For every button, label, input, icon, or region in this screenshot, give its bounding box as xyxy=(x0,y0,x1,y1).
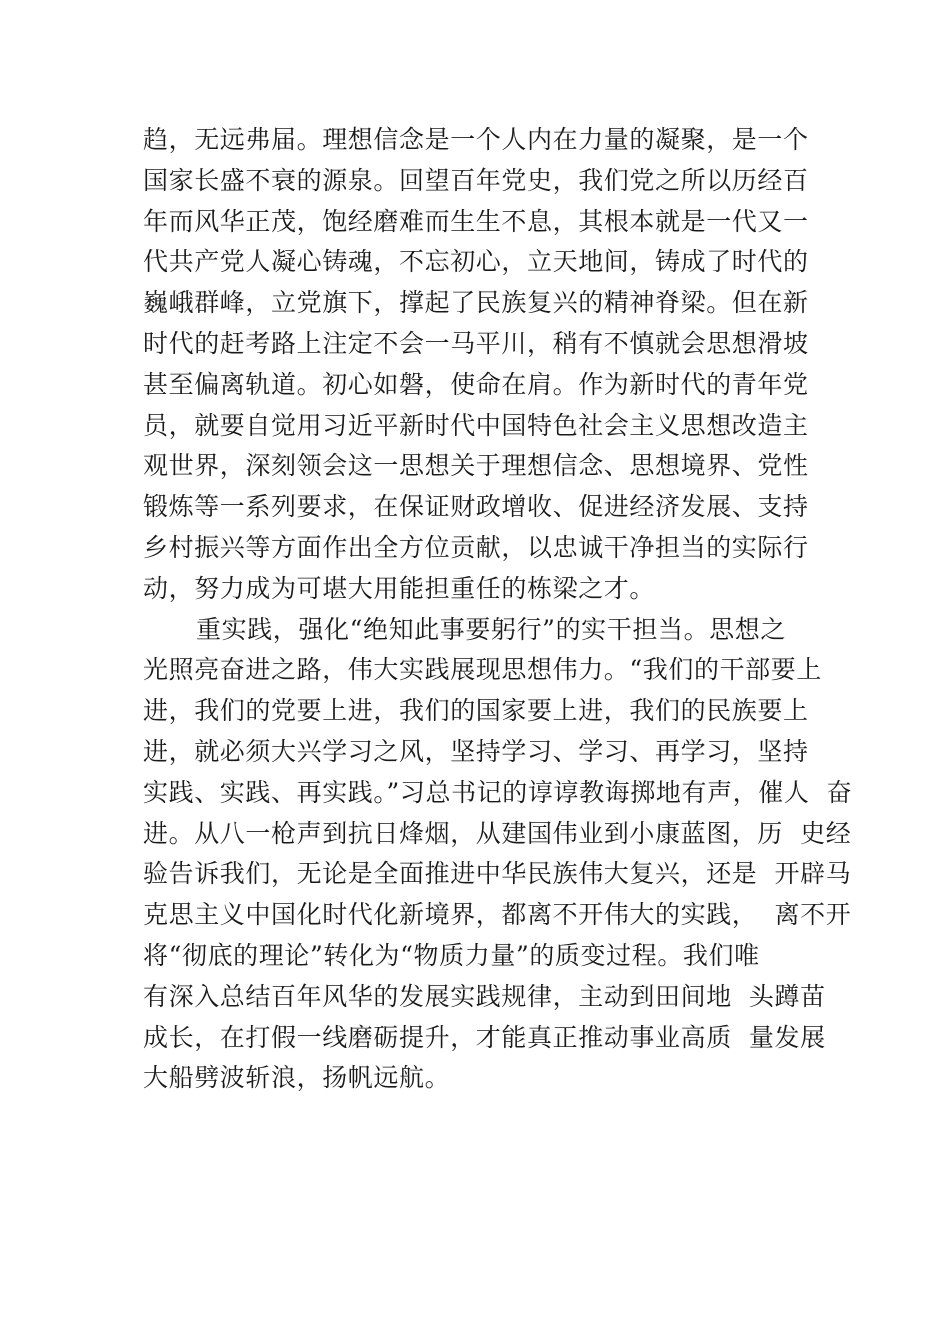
document-body xyxy=(143,120,853,1099)
text-line: 成长，在打假一线磨砺提升，才能真正推动事业高质 量发展 xyxy=(143,1022,826,1052)
text-line: 锻炼等一系列要求，在保证财政增收、促进经济发展、支持 xyxy=(143,492,809,522)
text-line: 时代的赶考路上注定不会一马平川，稍有不慎就会思想滑坡 xyxy=(143,328,809,358)
paragraph-2 xyxy=(143,610,853,1100)
text-line: 国家长盛不衰的源泉。回望百年党史，我们党之所以历经百 xyxy=(143,165,809,195)
text-line: 将“彻底的理论”转化为“物质力量”的质变过程。我们唯 xyxy=(143,940,760,970)
text-line: 大船劈波斩浪，扬帆远航。 xyxy=(143,1063,451,1093)
text-line: 年而风华正茂，饱经磨难而生生不息，其根本就是一代又一 xyxy=(143,206,809,236)
text-line: 克思主义中国化时代化新境界，都离不开伟大的实践， 离不开 xyxy=(143,900,852,930)
text-line: 有深入总结百年风华的发展实践规律，主动到田间地 头蹲苗 xyxy=(143,981,826,1011)
text-line: 巍峨群峰，立党旗下，撑起了民族复兴的精神脊梁。但在新 xyxy=(143,288,809,318)
text-line: 进，我们的党要上进，我们的国家要上进，我们的民族要上 xyxy=(143,696,809,726)
text-line: 趋，无远弗届。理想信念是一个人内在力量的凝聚，是一个 xyxy=(143,125,809,154)
text-line: 验告诉我们，无论是全面推进中华民族伟大复兴，还是 开辟马 xyxy=(143,859,852,889)
text-line: 员，就要自觉用习近平新时代中国特色社会主义思想改造主 xyxy=(143,410,809,440)
text-line: 甚至偏离轨道。初心如磐，使命在肩。作为新时代的青年党 xyxy=(143,369,809,399)
text-line: 进。从八一枪声到抗日烽烟，从建国伟业到小康蓝图，历 史经 xyxy=(143,818,852,848)
text-line: 动，努力成为可堪大用能担重任的栋梁之才。 xyxy=(143,573,656,603)
text-line: 乡村振兴等方面作出全方位贡献，以忠诚干净担当的实际行 xyxy=(143,532,809,562)
text-line: 光照亮奋进之路，伟大实践展现思想伟力。“我们的干部要上 xyxy=(143,655,822,685)
text-line: 进，就必须大兴学习之风，坚持学习、学习、再学习，坚持 xyxy=(143,736,809,766)
text-line: 观世界，深刻领会这一思想关于理想信念、思想境界、党性 xyxy=(143,451,809,481)
text-line: 代共产党人凝心铸魂，不忘初心，立天地间，铸成了时代的 xyxy=(143,247,809,277)
paragraph-1 xyxy=(143,120,843,610)
text-line: 实践、实践、再实践。”习总书记的谆谆教诲掷地有声，催人 奋 xyxy=(143,777,853,807)
text-line: 重实践，强化“绝知此事要躬行”的实干担当。思想之 xyxy=(196,614,786,644)
